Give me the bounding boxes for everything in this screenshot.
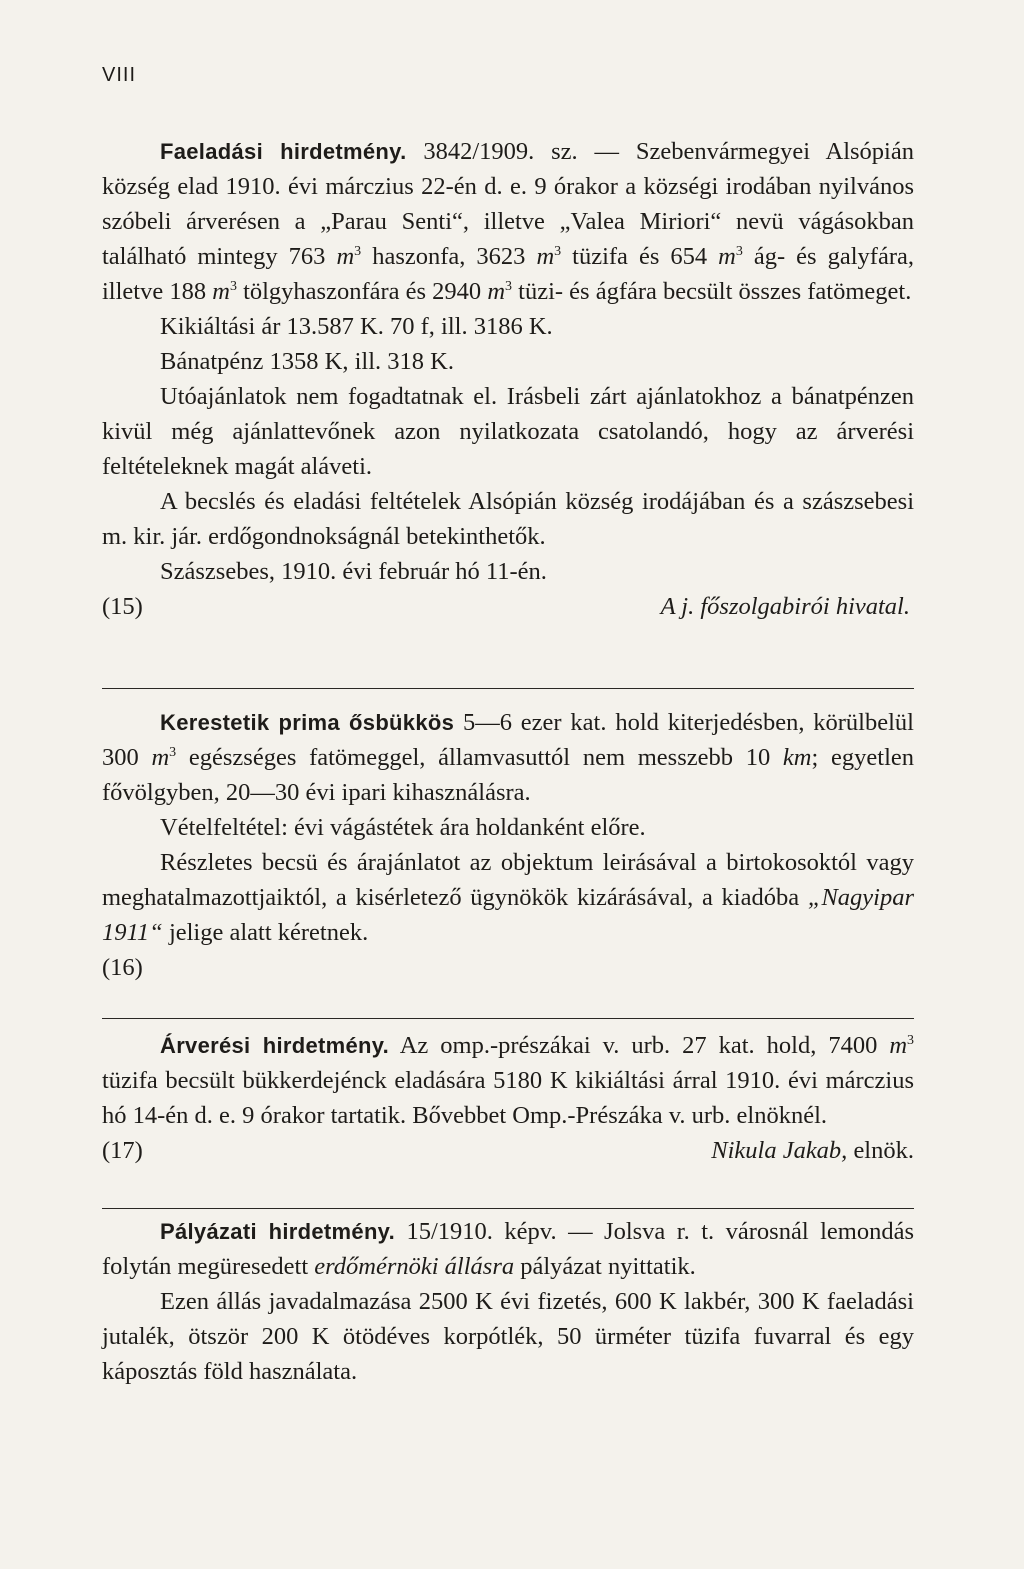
ad2-paragraph-3 [102,845,914,950]
ad3-text: tüzifa becsült bükkerdejénck eladására 5180 K kikiáltási árral 1910. évi márczius hó 14-én d. e. 9 órakor tartatik. Bővebbet Omp.-Prészáka v. urb. elnöknél. [102,1067,914,1129]
ad1-text: 3842/1909. sz. — Szebenvármegyei Alsópián község elad 1910. évi márczius 22-én d. e. 9 órakor a községi irodában nyilvános szóbeli árverésen a „Parau Senti“, illetve „Valea Miriori“ nevü vágásokban található mintegy 763 [102,138,914,270]
unit-exponent: 3 [505,278,513,294]
ad2-text: jelige alatt kéretnek. [162,919,369,946]
unit: m [151,744,170,771]
ad4-position: erdőmérnöki állásra [314,1253,515,1280]
ad3-paragraph-1 [102,1028,914,1133]
divider [102,1208,914,1209]
ad3-signature-row [102,1133,914,1168]
unit-exponent: 3 [354,243,362,259]
ad3-heading: Árverési hirdetmény. [160,1033,390,1058]
ad1-paragraph-1 [102,134,914,309]
ad4-heading: Pályázati hirdetmény. [160,1219,396,1244]
ad3-signature [711,1133,914,1168]
ad3-signature-title: elnök. [847,1137,914,1164]
ad2-number: (16) [102,954,143,981]
unit-exponent: 3 [735,243,743,259]
ad3-text: Az omp.-prészákai v. urb. 27 kat. hold, 7400 [389,1032,890,1059]
ad1-text: tölgyhaszonfára és 2940 [236,278,488,305]
ad4-salary: Ezen állás javadalmazása 2500 K évi fizetés, 600 K lakbér, 300 K faeladási jutalék, ötször 200 K ötödéves korpótlék, 50 ürméter tüzifa fuvarral és egy káposztás föld használata. [102,1288,914,1385]
page-number: VIII [102,64,137,86]
ad1-heading: Faeladási hirdetmény. [160,139,407,164]
ad2-text: ; egyetlen fővölgyben, 20—30 évi ipari kihasználásra. [102,744,915,806]
unit: m [336,243,355,270]
unit: m [718,243,736,270]
advertisement-arveresi [102,1028,914,1168]
unit: m [212,278,230,305]
ad4-text: 15/1910. képv. — Jolsva r. t. városnál lemondás folytán megüresedett [102,1218,915,1280]
ad2-heading: Kerestetik prima ősbükkös [160,710,455,735]
unit-exponent: 3 [169,744,177,760]
unit: m [536,243,555,270]
ad4-text: pályázat nyittatik. [514,1253,696,1280]
ad1-number: (15) [102,593,143,620]
ad2-text: egészséges fatömeggel, államvasuttól nem messzebb 10 [176,744,783,771]
ad4-paragraph-1 [102,1214,914,1284]
ad3-number: (17) [102,1137,143,1164]
ad1-deposit: Bánatpénz 1358 K, ill. 318 K. [160,348,454,375]
divider [102,688,914,689]
ad1-inspection: A becslés és eladási feltételek Alsópián község irodájában és a szászsebesi m. kir. jár. erdőgondnokságnál betekinthetők. [102,488,914,550]
ad2-purchase-condition: Vételfeltétel: évi vágástétek ára holdanként előre. [160,814,646,841]
ad2-code-word: „Nagyipar 1911“ [102,884,914,946]
unit: m [487,278,506,305]
ad1-signature-row [102,589,914,624]
ad1-text: tüzifa és 654 [561,243,719,270]
ad2-text: Részletes becsü és árajánlatot az objektum leirásával a birtokosoktól vagy meghatalmazottjaiktól, a kisérletező ügynökök kizárásával, a kiadóba [102,849,914,911]
ad2-paragraph-1 [102,705,914,810]
ad1-text: haszonfa, 3623 [361,243,537,270]
advertisement-kerestetik [102,705,914,985]
unit-exponent: 3 [229,278,237,294]
unit: km [782,744,812,771]
advertisement-palyazati [102,1214,914,1389]
ad1-signature: A j. főszolgabirói hivatal. [660,593,910,620]
advertisement-faeladasi [102,134,914,624]
ad3-signature-name: Nikula Jakab, [711,1137,848,1164]
divider [102,1018,914,1019]
unit: m [889,1032,908,1059]
unit-exponent: 3 [554,243,562,259]
ad1-conditions: Utóajánlatok nem fogadtatnak el. Irásbeli zárt ajánlatokhoz a bánatpénzen kivül még ajánlattevőnek azon nyilatkozata csatolandó, hogy az árverési feltételeknek magát aláveti. [102,383,914,480]
ad1-date: Szászsebes, 1910. évi február hó 11-én. [160,558,547,585]
ad2-text: 5—6 ezer kat. hold kiterjedésben, körülbelül 300 [102,709,914,771]
unit-exponent: 3 [907,1032,915,1048]
ad1-text: ág- és galyfára, illetve 188 [102,243,914,305]
ad1-text: tüzi- és ágfára becsült összes fatömeget. [512,278,912,305]
ad1-starting-price: Kikiáltási ár 13.587 K. 70 f, ill. 3186 K. [160,313,553,340]
